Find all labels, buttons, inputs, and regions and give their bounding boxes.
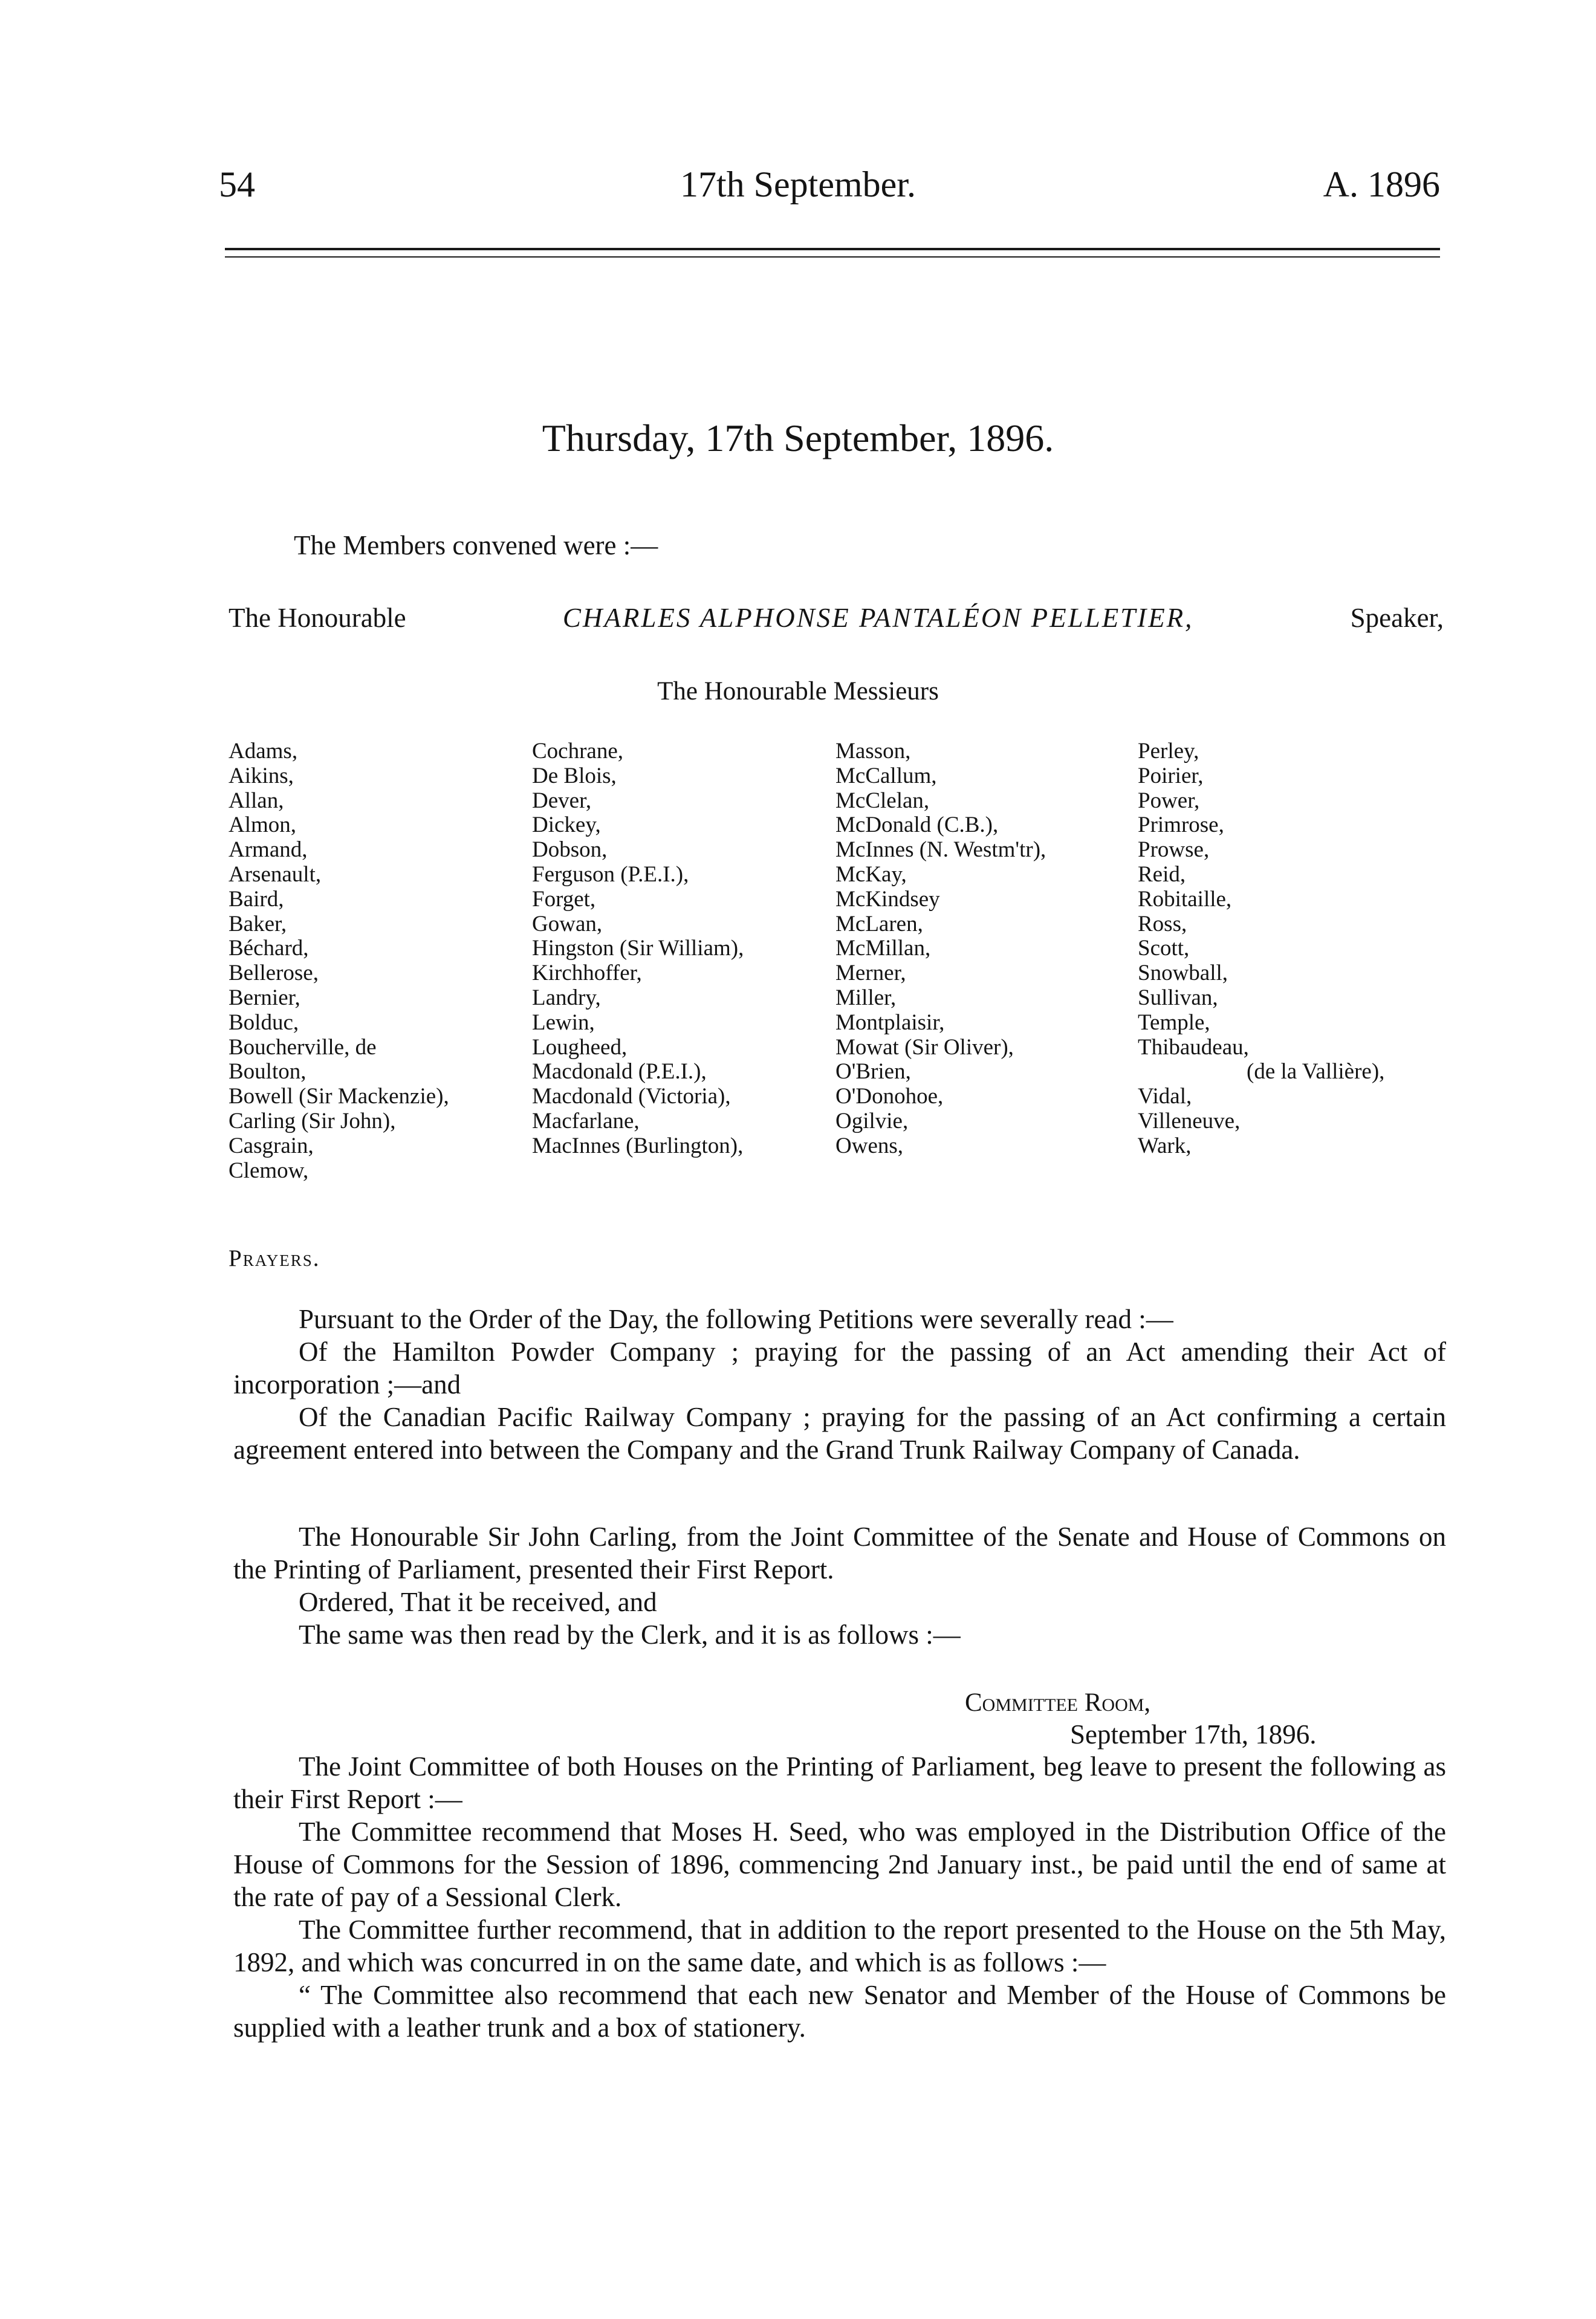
member-name: McKindsey [835, 886, 940, 912]
member-name: Dickey, [532, 812, 601, 838]
member-name: Forget, [532, 886, 596, 912]
sitting-date-title: Thursday, 17th September, 1896. [542, 417, 1054, 459]
member-name: Robitaille, [1138, 886, 1232, 912]
member-name: Almon, [229, 812, 297, 838]
member-name: Baker, [229, 911, 287, 936]
running-year: A. 1896 [1323, 164, 1440, 204]
member-name: Casgrain, [229, 1133, 314, 1158]
member-name: Macfarlane, [532, 1108, 640, 1134]
member-name: Carling (Sir John), [229, 1108, 396, 1134]
member-name: Snowball, [1138, 961, 1228, 986]
member-name-continuation: (de la Vallière), [1247, 1059, 1385, 1085]
members-column-3 [835, 739, 1046, 1159]
members-column-2 [532, 739, 744, 1159]
members-convened-line: The Members convened were :— [294, 530, 658, 560]
member-name: Armand, [229, 837, 308, 863]
report-paragraph: “ The Committee also recommend that each new Senator and Member of the House of Commons be supplied with a leather trunk and a box of stationery. [233, 1980, 1446, 2043]
member-name: O'Brien, [835, 1059, 911, 1085]
speaker-title: Speaker, [1350, 603, 1444, 633]
member-name: McKay, [835, 861, 907, 887]
speaker-line [229, 602, 1444, 634]
member-name: Thibaudeau, [1138, 1034, 1249, 1060]
member-name: Poirier, [1138, 763, 1204, 788]
member-name: Dever, [532, 788, 592, 813]
header-rule-thick [225, 248, 1440, 250]
members-column-1 [229, 739, 449, 1183]
member-name: MacInnes (Burlington), [532, 1133, 744, 1158]
member-name: Bernier, [229, 985, 300, 1010]
member-name: Bellerose, [229, 961, 319, 986]
member-name: Merner, [835, 961, 906, 986]
report-paragraph: The Committee further recommend, that in addition to the report presented to the House on the 5th May, 1892, and which was concurred in on the same date, and which is as follows :— [233, 1915, 1446, 1977]
member-name: Boulton, [229, 1059, 307, 1085]
member-name: Clemow, [229, 1158, 309, 1183]
member-name: Masson, [835, 739, 911, 764]
header-rule-thin [225, 256, 1440, 258]
petition-item: Of the Canadian Pacific Railway Company ; praying for the passing of an Act confirming a certain agreement entered into between the Company and the Grand Trunk Railway Company of Canada. [233, 1402, 1446, 1465]
member-name: McInnes (N. Westm'tr), [835, 837, 1046, 863]
petition-item: Of the Hamilton Powder Company ; praying for the passing of an Act amending their Act of incorporation ;—and [233, 1337, 1446, 1400]
member-name: Sullivan, [1138, 985, 1218, 1010]
committee-room-heading: Committee Room, [965, 1688, 1151, 1717]
committee-report-date: September 17th, 1896. [1070, 1719, 1317, 1750]
running-title: 17th September. [680, 164, 916, 204]
member-name: Adams, [229, 739, 298, 764]
member-name: McClelan, [835, 788, 930, 813]
ordered-received: Ordered, That it be received, and [299, 1587, 657, 1617]
member-name: Gowan, [532, 911, 603, 936]
member-name: McDonald (C.B.), [835, 812, 999, 838]
member-name: Prowse, [1138, 837, 1210, 863]
member-name: Landry, [532, 985, 601, 1010]
member-name: Hingston (Sir William), [532, 936, 744, 961]
member-name: Perley, [1138, 739, 1199, 764]
member-name: Scott, [1138, 936, 1190, 961]
report-paragraph: The Committee recommend that Moses H. Seed, who was employed in the Distribution Office of the House of Commons for the Session of 1896, commencing 2nd January inst., be paid until the end of same at the rate of pay of a Sessional Clerk. [233, 1817, 1446, 1912]
member-name: Macdonald (Victoria), [532, 1084, 731, 1109]
member-name: Vidal, [1138, 1084, 1192, 1109]
honourable-messieurs-heading: The Honourable Messieurs [657, 677, 939, 705]
member-name: Arsenault, [229, 861, 322, 887]
member-name: Cochrane, [532, 739, 624, 764]
member-name: Mowat (Sir Oliver), [835, 1034, 1014, 1060]
read-by-clerk: The same was then read by the Clerk, and it is as follows :— [299, 1620, 961, 1650]
report-intro-section [233, 1520, 1446, 1651]
member-name: Ogilvie, [835, 1108, 909, 1134]
prayers-heading: Prayers. [229, 1245, 320, 1271]
member-name: O'Donohoe, [835, 1084, 944, 1109]
page-number: 54 [219, 164, 255, 204]
member-name: Villeneuve, [1138, 1108, 1241, 1134]
speaker-prefix: The Honourable [229, 603, 406, 633]
member-name: Ferguson (P.E.I.), [532, 861, 689, 887]
member-name: Bowell (Sir Mackenzie), [229, 1084, 449, 1109]
report-presented: The Honourable Sir John Carling, from the Joint Committee of the Senate and House of Commons on the Printing of Parliament, presented their First Report. [233, 1522, 1446, 1584]
member-name: McCallum, [835, 763, 937, 788]
member-name: Macdonald (P.E.I.), [532, 1059, 707, 1085]
member-name: Aikins, [229, 763, 294, 788]
member-name: Ross, [1138, 911, 1187, 936]
member-name: Lougheed, [532, 1034, 628, 1060]
member-name: Boucherville, de [229, 1034, 377, 1060]
petitions-intro: Pursuant to the Order of the Day, the following Petitions were severally read :— [299, 1304, 1173, 1334]
report-paragraph: The Joint Committee of both Houses on the Printing of Parliament, beg leave to present the following as their First Report :— [233, 1751, 1446, 1814]
report-body-section [233, 1750, 1446, 2044]
member-name: Wark, [1138, 1133, 1192, 1158]
member-name: Dobson, [532, 837, 608, 863]
member-name: Temple, [1138, 1010, 1210, 1035]
member-name: McLaren, [835, 911, 923, 936]
member-name: Miller, [835, 985, 897, 1010]
member-name: Baird, [229, 886, 284, 912]
member-name: Primrose, [1138, 812, 1224, 838]
member-name: Power, [1138, 788, 1200, 813]
member-name: Montplaisir, [835, 1010, 945, 1035]
member-name: Lewin, [532, 1010, 595, 1035]
member-name: Kirchhoffer, [532, 961, 642, 986]
member-name: De Blois, [532, 763, 617, 788]
member-name: Allan, [229, 788, 284, 813]
member-name: Béchard, [229, 936, 309, 961]
petitions-section [233, 1303, 1446, 1466]
member-name: McMillan, [835, 936, 931, 961]
members-column-4 [1138, 739, 1384, 1159]
speaker-name: CHARLES ALPHONSE PANTALÉON PELLETIER, [562, 603, 1194, 633]
member-name: Bolduc, [229, 1010, 299, 1035]
member-name: Owens, [835, 1133, 904, 1158]
member-name: Reid, [1138, 861, 1186, 887]
